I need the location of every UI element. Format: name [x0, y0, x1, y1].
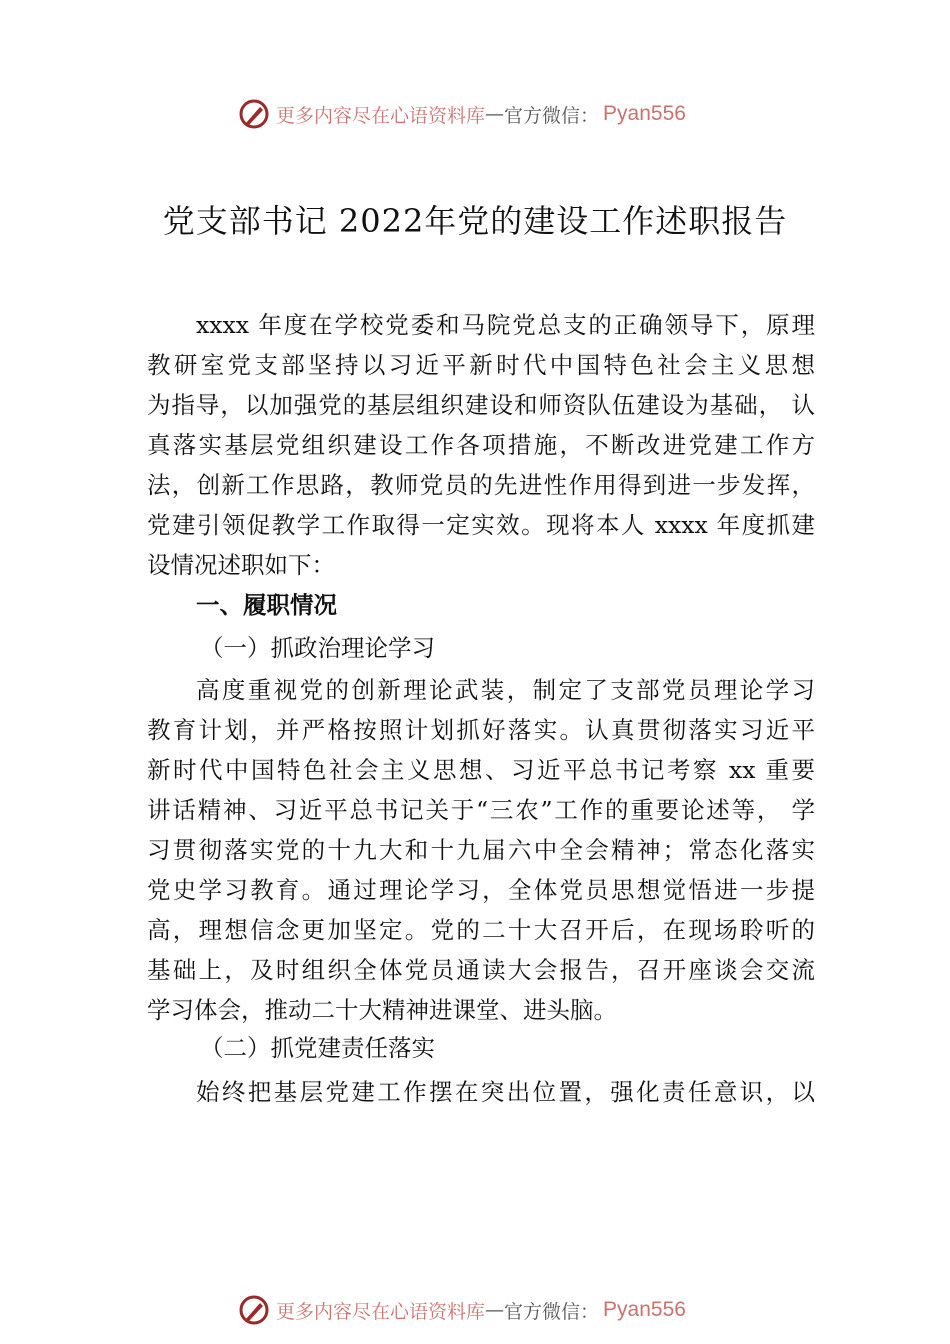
paragraph-line: 讲话精神、习近平总书记关于“三农”工作的重要论述等， 学	[147, 796, 815, 824]
paragraph-line: 党史学习教育。通过理论学习，全体党员思想觉悟进一步提	[147, 876, 815, 904]
paragraph-line: 高，理想信念更加坚定。党的二十大召开后，在现场聆听的	[147, 916, 815, 944]
paragraph-line: xxxx 年度在学校党委和马院党总支的正确领导下，原理	[196, 311, 815, 339]
paragraph-line: 新时代中国特色社会主义思想、习近平总书记考察 xx 重要	[147, 756, 815, 784]
watermark-wechat-id: Pyan556	[603, 1298, 686, 1321]
paragraph-line: 真落实基层党组织建设工作各项措施，不断改进党建工作方	[147, 431, 815, 459]
paragraph-line: 设情况述职如下：	[147, 551, 335, 579]
paragraph-line: 教育计划，并严格按照计划抓好落实。认真贯彻落实习近平	[147, 716, 815, 744]
watermark-footer	[238, 1292, 686, 1328]
watermark-wechat-id: Pyan556	[603, 102, 686, 125]
watermark-left-text: 更多内容尽在心语资料库	[276, 104, 486, 127]
paragraph-line: 始终把基层党建工作摆在突出位置，强化责任意识，以	[196, 1078, 815, 1106]
subsection-heading: （二）抓党建责任落实	[200, 1034, 435, 1062]
paragraph-line: 党建引领促教学工作取得一定实效。现将本人 xxxx 年度抓建	[147, 511, 815, 539]
paragraph-line: 高度重视党的创新理论武装，制定了支部党员理论学习	[196, 676, 815, 704]
paragraph-line: 法，创新工作思路，教师党员的先进性作用得到进一步发挥，	[147, 471, 815, 499]
watermark-right-text: 官方微信：	[504, 1300, 600, 1323]
section-heading: 一、履职情况	[196, 591, 337, 619]
paragraph-line: 习贯彻落实党的十九大和十九届六中全会精神；常态化落实	[147, 836, 815, 864]
subsection-heading: （一）抓政治理论学习	[200, 634, 435, 662]
watermark-header	[238, 96, 686, 132]
paragraph-line: 学习体会，推动二十大精神进课堂、进头脑。	[147, 996, 617, 1024]
pen-logo-icon	[238, 98, 270, 130]
paragraph-line: 教研室党支部坚持以习近平新时代中国特色社会主义思想	[147, 351, 815, 379]
watermark-right-text: 官方微信：	[504, 104, 600, 127]
watermark-dash: —	[485, 103, 505, 125]
pen-logo-icon	[238, 1294, 270, 1326]
paragraph-line: 基础上，及时组织全体党员通读大会报告，召开座谈会交流	[147, 956, 815, 984]
watermark-left-text: 更多内容尽在心语资料库	[276, 1300, 486, 1323]
watermark-dash: —	[485, 1299, 505, 1321]
paragraph-line: 为指导，以加强党的基层组织建设和师资队伍建设为基础， 认	[147, 391, 815, 419]
document-title: 党支部书记 2022年党的建设工作述职报告	[162, 202, 788, 240]
